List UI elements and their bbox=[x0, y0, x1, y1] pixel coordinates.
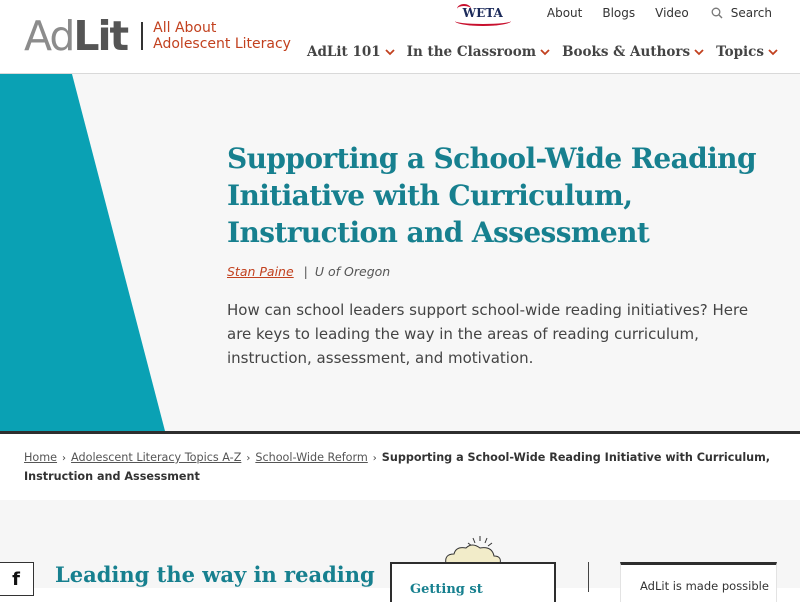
site-header bbox=[0, 0, 800, 74]
breadcrumb-chevron-icon: › bbox=[62, 453, 67, 464]
author-affiliation: U of Oregon bbox=[314, 264, 391, 279]
getting-started-callout bbox=[390, 562, 556, 602]
nav-adlit-101[interactable] bbox=[307, 44, 395, 60]
video-link[interactable]: Video bbox=[655, 6, 689, 20]
nav-adlit-101-label: AdLit 101 bbox=[307, 44, 381, 60]
nav-books-authors[interactable] bbox=[562, 44, 704, 60]
weta-arc-icon bbox=[457, 4, 471, 14]
logo-lit-text: Lit bbox=[73, 12, 128, 60]
breadcrumb-topics[interactable]: Adolescent Literacy Topics A-Z bbox=[71, 451, 242, 464]
weta-swoosh-icon bbox=[455, 16, 511, 26]
search-icon bbox=[711, 7, 723, 19]
weta-logo[interactable] bbox=[459, 6, 507, 20]
main-nav bbox=[295, 40, 778, 64]
chevron-down-icon bbox=[694, 48, 704, 56]
page-title: Supporting a School-Wide Reading Initiative with Curriculum, Instruction and Assessment bbox=[227, 142, 756, 249]
breadcrumb-chevron-icon: › bbox=[372, 453, 377, 464]
search-button[interactable] bbox=[711, 6, 772, 20]
chevron-down-icon bbox=[385, 48, 395, 56]
chevron-down-icon bbox=[768, 48, 778, 56]
article-summary: How can school leaders support school-wide reading initiatives? Here are keys to leading the way in the areas of reading curriculum, instruction, assessment, and motivation. bbox=[227, 301, 749, 367]
nav-topics-label: Topics bbox=[716, 44, 764, 60]
hero-accent-shape bbox=[0, 74, 170, 431]
nav-in-the-classroom-label: In the Classroom bbox=[406, 44, 537, 60]
breadcrumb bbox=[24, 449, 780, 486]
nav-books-authors-label: Books & Authors bbox=[562, 44, 691, 60]
breadcrumb-home[interactable]: Home bbox=[24, 451, 58, 464]
section-heading: Leading the way in reading bbox=[55, 562, 375, 587]
article-hero bbox=[0, 74, 800, 434]
facebook-share-button[interactable] bbox=[0, 562, 34, 596]
sponsor-text: AdLit is made possible bbox=[640, 579, 769, 593]
chevron-down-icon bbox=[540, 48, 550, 56]
about-link[interactable]: About bbox=[546, 6, 583, 20]
breadcrumb-current: Supporting a School-Wide Reading Initiative with Curriculum, Instruction and Assessment bbox=[24, 451, 771, 483]
byline-separator: | bbox=[303, 264, 308, 279]
nav-in-the-classroom[interactable] bbox=[407, 44, 550, 60]
byline bbox=[227, 264, 390, 279]
callout-text: Getting st bbox=[410, 582, 483, 597]
author-link[interactable]: Stan Paine bbox=[227, 264, 294, 279]
facebook-icon: f bbox=[12, 568, 20, 590]
weta-text: WETA bbox=[462, 6, 503, 20]
blogs-link[interactable]: Blogs bbox=[602, 6, 636, 20]
breadcrumb-chevron-icon: › bbox=[246, 453, 251, 464]
logo-divider bbox=[141, 22, 143, 50]
breadcrumb-school-wide-reform[interactable]: School-Wide Reform bbox=[255, 451, 368, 464]
logo-ad-text: Ad bbox=[24, 12, 74, 60]
sponsor-box bbox=[620, 562, 777, 602]
search-label: Search bbox=[730, 6, 772, 20]
nav-topics[interactable] bbox=[716, 44, 778, 60]
adlit-logo[interactable] bbox=[24, 14, 293, 58]
article-body bbox=[0, 500, 800, 597]
logo-tagline: All About Adolescent Literacy bbox=[153, 20, 291, 52]
utility-nav bbox=[459, 0, 772, 26]
